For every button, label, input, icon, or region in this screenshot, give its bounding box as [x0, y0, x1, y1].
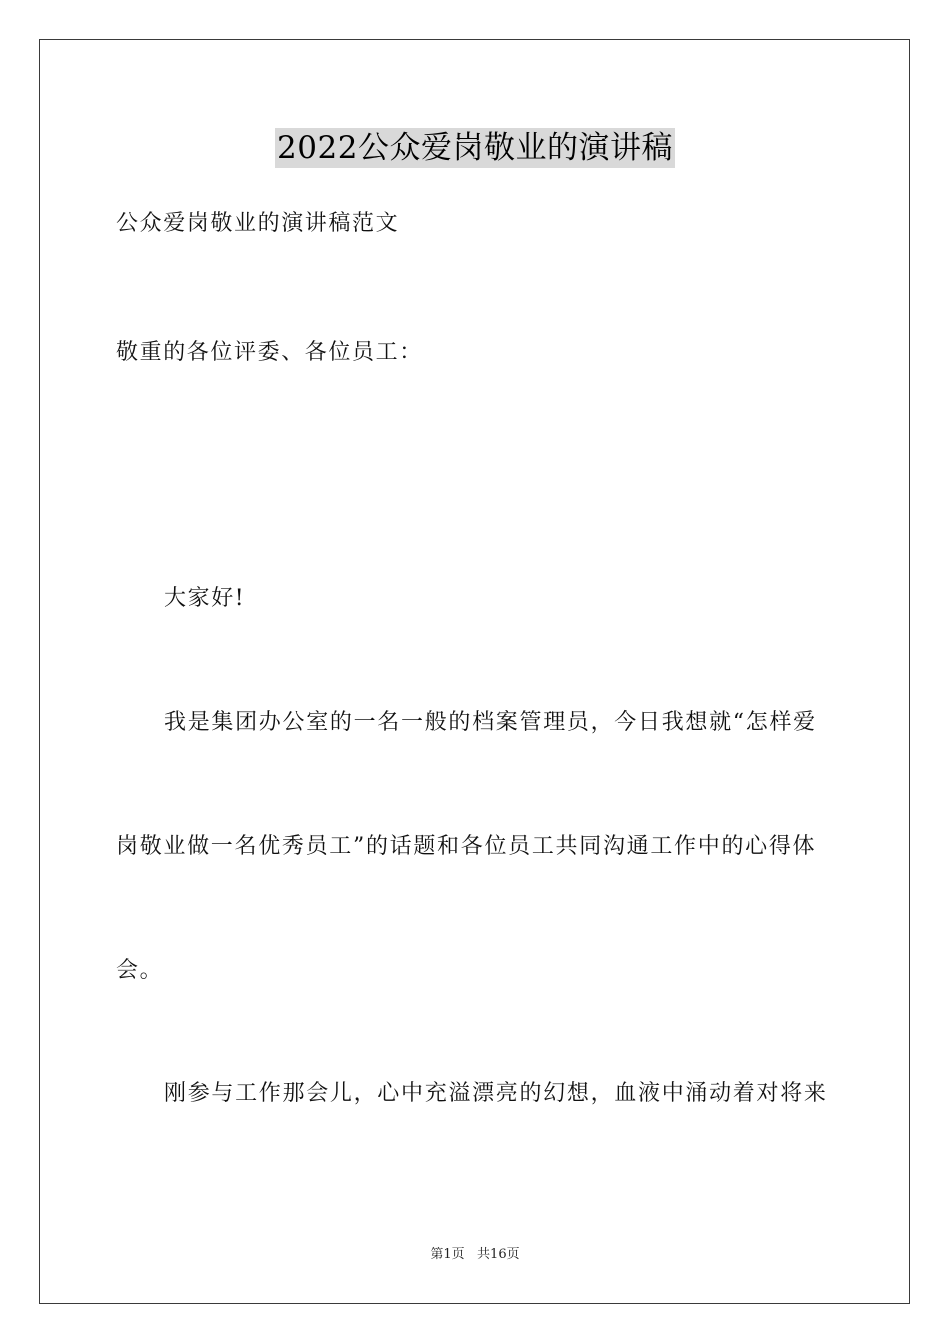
- title-container: [0, 128, 950, 168]
- paragraph-1-line-2: 岗敬业做一名优秀员工”的话题和各位员工共同沟通工作中的心得体: [116, 834, 817, 859]
- document-subtitle: 公众爱岗敬业的演讲稿范文: [116, 211, 400, 236]
- paragraph-1-line-1: 我是集团办公室的一名一般的档案管理员，今日我想就“怎样爱: [164, 710, 817, 735]
- salutation: 敬重的各位评委、各位员工：: [116, 340, 423, 365]
- greeting: 大家好!: [164, 586, 246, 611]
- paragraph-1-line-3: 会。: [116, 958, 164, 983]
- document-title: 2022公众爱岗敬业的演讲稿: [277, 130, 673, 166]
- page-footer: 第1页 共16页: [430, 1247, 520, 1262]
- paragraph-2-line-1: 刚参与工作那会儿，心中充溢漂亮的幻想，血液中涌动着对将来: [164, 1081, 828, 1106]
